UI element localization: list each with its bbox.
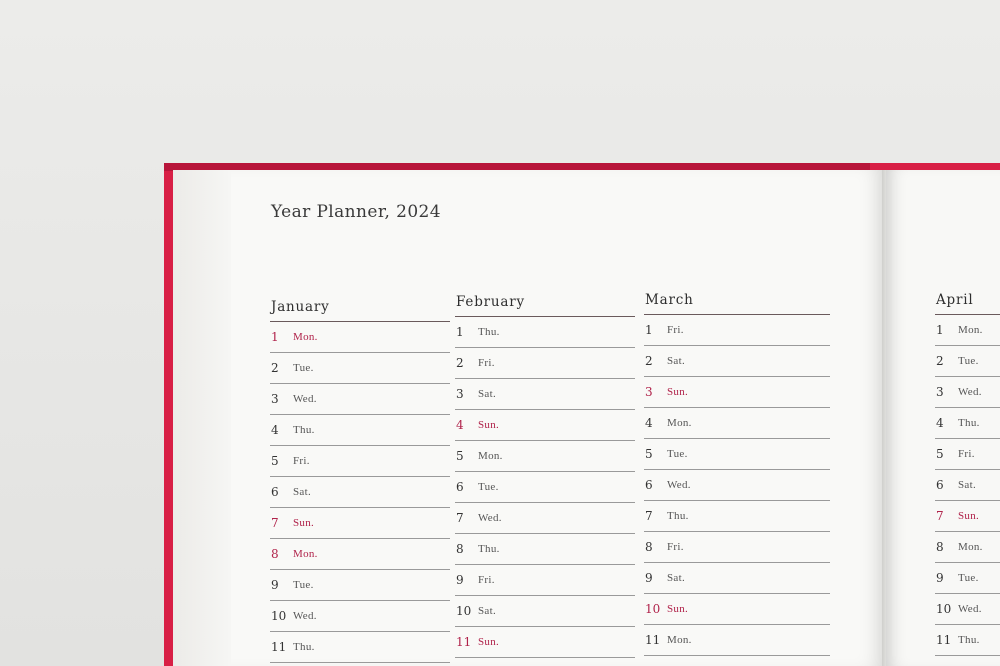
day-row bbox=[935, 501, 1000, 532]
day-of-week: Sat. bbox=[478, 605, 497, 617]
day-of-week: Mon. bbox=[293, 548, 318, 560]
day-row bbox=[644, 563, 830, 594]
day-of-week: Sat. bbox=[667, 572, 686, 584]
day-list bbox=[644, 315, 830, 656]
day-row bbox=[455, 348, 635, 379]
day-number: 1 bbox=[456, 325, 464, 339]
day-number: 1 bbox=[271, 330, 279, 344]
day-of-week: Tue. bbox=[958, 572, 979, 584]
day-number: 2 bbox=[936, 354, 944, 368]
day-number: 7 bbox=[645, 509, 653, 523]
day-number: 9 bbox=[271, 578, 279, 592]
day-of-week: Mon. bbox=[667, 417, 692, 429]
day-row bbox=[644, 501, 830, 532]
day-number: 5 bbox=[936, 447, 944, 461]
day-number: 9 bbox=[936, 571, 944, 585]
day-row bbox=[935, 470, 1000, 501]
day-row bbox=[270, 632, 450, 663]
day-number: 10 bbox=[271, 609, 287, 623]
day-number: 11 bbox=[936, 633, 952, 647]
day-of-week: Fri. bbox=[667, 324, 684, 336]
day-number: 5 bbox=[271, 454, 279, 468]
day-row bbox=[935, 346, 1000, 377]
month-column-march bbox=[644, 292, 830, 656]
day-row bbox=[455, 379, 635, 410]
day-number: 4 bbox=[456, 418, 464, 432]
day-number: 3 bbox=[456, 387, 464, 401]
day-number: 8 bbox=[645, 540, 653, 554]
day-of-week: Sun. bbox=[667, 386, 689, 398]
day-number: 8 bbox=[456, 542, 464, 556]
day-row bbox=[644, 594, 830, 625]
day-row bbox=[455, 534, 635, 565]
day-row bbox=[935, 532, 1000, 563]
day-of-week: Fri. bbox=[958, 448, 975, 460]
day-number: 4 bbox=[271, 423, 279, 437]
day-row bbox=[935, 408, 1000, 439]
day-row bbox=[644, 470, 830, 501]
day-of-week: Mon. bbox=[293, 331, 318, 343]
day-of-week: Thu. bbox=[958, 634, 980, 646]
day-of-week: Sat. bbox=[667, 355, 686, 367]
day-of-week: Tue. bbox=[293, 579, 314, 591]
day-row bbox=[644, 532, 830, 563]
day-row bbox=[270, 353, 450, 384]
day-of-week: Fri. bbox=[478, 574, 495, 586]
day-row bbox=[935, 563, 1000, 594]
day-of-week: Thu. bbox=[667, 510, 689, 522]
day-row bbox=[270, 384, 450, 415]
day-of-week: Sun. bbox=[478, 419, 500, 431]
day-of-week: Tue. bbox=[478, 481, 499, 493]
day-row bbox=[644, 377, 830, 408]
day-of-week: Thu. bbox=[293, 424, 315, 436]
day-row bbox=[935, 625, 1000, 656]
day-row bbox=[270, 508, 450, 539]
day-of-week: Sun. bbox=[667, 603, 689, 615]
day-number: 10 bbox=[936, 602, 952, 616]
day-row bbox=[455, 317, 635, 348]
day-row bbox=[644, 346, 830, 377]
day-of-week: Tue. bbox=[667, 448, 688, 460]
day-row bbox=[644, 439, 830, 470]
day-row bbox=[644, 625, 830, 656]
day-of-week: Sun. bbox=[478, 636, 500, 648]
day-of-week: Wed. bbox=[293, 393, 317, 405]
day-row bbox=[455, 503, 635, 534]
day-number: 5 bbox=[456, 449, 464, 463]
day-number: 8 bbox=[936, 540, 944, 554]
day-of-week: Fri. bbox=[667, 541, 684, 553]
day-of-week: Thu. bbox=[478, 326, 500, 338]
day-number: 5 bbox=[645, 447, 653, 461]
day-number: 7 bbox=[456, 511, 464, 525]
day-number: 9 bbox=[456, 573, 464, 587]
day-row bbox=[455, 410, 635, 441]
day-number: 11 bbox=[456, 635, 472, 649]
day-number: 6 bbox=[645, 478, 653, 492]
month-header: March bbox=[644, 292, 830, 315]
day-of-week: Mon. bbox=[958, 541, 983, 553]
day-of-week: Wed. bbox=[478, 512, 502, 524]
day-list bbox=[935, 315, 1000, 656]
day-number: 6 bbox=[936, 478, 944, 492]
day-row bbox=[455, 472, 635, 503]
day-list bbox=[455, 317, 635, 658]
day-row bbox=[644, 408, 830, 439]
day-number: 11 bbox=[645, 633, 661, 647]
day-of-week: Sun. bbox=[293, 517, 315, 529]
day-number: 10 bbox=[456, 604, 472, 618]
day-row bbox=[455, 441, 635, 472]
day-number: 6 bbox=[456, 480, 464, 494]
day-of-week: Fri. bbox=[293, 455, 310, 467]
day-row bbox=[270, 415, 450, 446]
day-row bbox=[455, 627, 635, 658]
day-row bbox=[935, 377, 1000, 408]
day-of-week: Wed. bbox=[958, 386, 982, 398]
day-number: 6 bbox=[271, 485, 279, 499]
day-of-week: Mon. bbox=[958, 324, 983, 336]
day-row bbox=[270, 477, 450, 508]
month-header: February bbox=[455, 294, 635, 317]
day-of-week: Thu. bbox=[293, 641, 315, 653]
day-row bbox=[270, 322, 450, 353]
month-header: April bbox=[935, 292, 1000, 315]
day-number: 3 bbox=[271, 392, 279, 406]
page-title: Year Planner, 2024 bbox=[271, 202, 441, 222]
month-column-january bbox=[270, 299, 450, 663]
day-row bbox=[644, 315, 830, 346]
day-row bbox=[935, 315, 1000, 346]
day-of-week: Tue. bbox=[958, 355, 979, 367]
day-number: 7 bbox=[271, 516, 279, 530]
day-of-week: Thu. bbox=[478, 543, 500, 555]
day-of-week: Fri. bbox=[478, 357, 495, 369]
day-number: 4 bbox=[936, 416, 944, 430]
month-header: January bbox=[270, 299, 450, 322]
day-number: 2 bbox=[456, 356, 464, 370]
day-row bbox=[270, 601, 450, 632]
day-row bbox=[935, 594, 1000, 625]
day-number: 1 bbox=[936, 323, 944, 337]
day-of-week: Sat. bbox=[293, 486, 312, 498]
day-row bbox=[455, 565, 635, 596]
day-number: 3 bbox=[645, 385, 653, 399]
day-row bbox=[270, 539, 450, 570]
day-of-week: Sat. bbox=[958, 479, 977, 491]
day-number: 11 bbox=[271, 640, 287, 654]
day-of-week: Sat. bbox=[478, 388, 497, 400]
day-row bbox=[455, 596, 635, 627]
day-number: 3 bbox=[936, 385, 944, 399]
day-number: 1 bbox=[645, 323, 653, 337]
day-of-week: Wed. bbox=[293, 610, 317, 622]
day-number: 4 bbox=[645, 416, 653, 430]
day-number: 7 bbox=[936, 509, 944, 523]
month-column-february bbox=[455, 294, 635, 658]
day-list bbox=[270, 322, 450, 663]
day-row bbox=[935, 439, 1000, 470]
day-of-week: Thu. bbox=[958, 417, 980, 429]
day-number: 9 bbox=[645, 571, 653, 585]
day-number: 2 bbox=[645, 354, 653, 368]
month-column-april bbox=[935, 292, 1000, 656]
day-row bbox=[270, 446, 450, 477]
day-of-week: Wed. bbox=[667, 479, 691, 491]
day-of-week: Tue. bbox=[293, 362, 314, 374]
day-row bbox=[270, 570, 450, 601]
day-number: 8 bbox=[271, 547, 279, 561]
day-of-week: Wed. bbox=[958, 603, 982, 615]
day-of-week: Sun. bbox=[958, 510, 980, 522]
day-number: 10 bbox=[645, 602, 661, 616]
day-of-week: Mon. bbox=[478, 450, 503, 462]
day-number: 2 bbox=[271, 361, 279, 375]
day-of-week: Mon. bbox=[667, 634, 692, 646]
